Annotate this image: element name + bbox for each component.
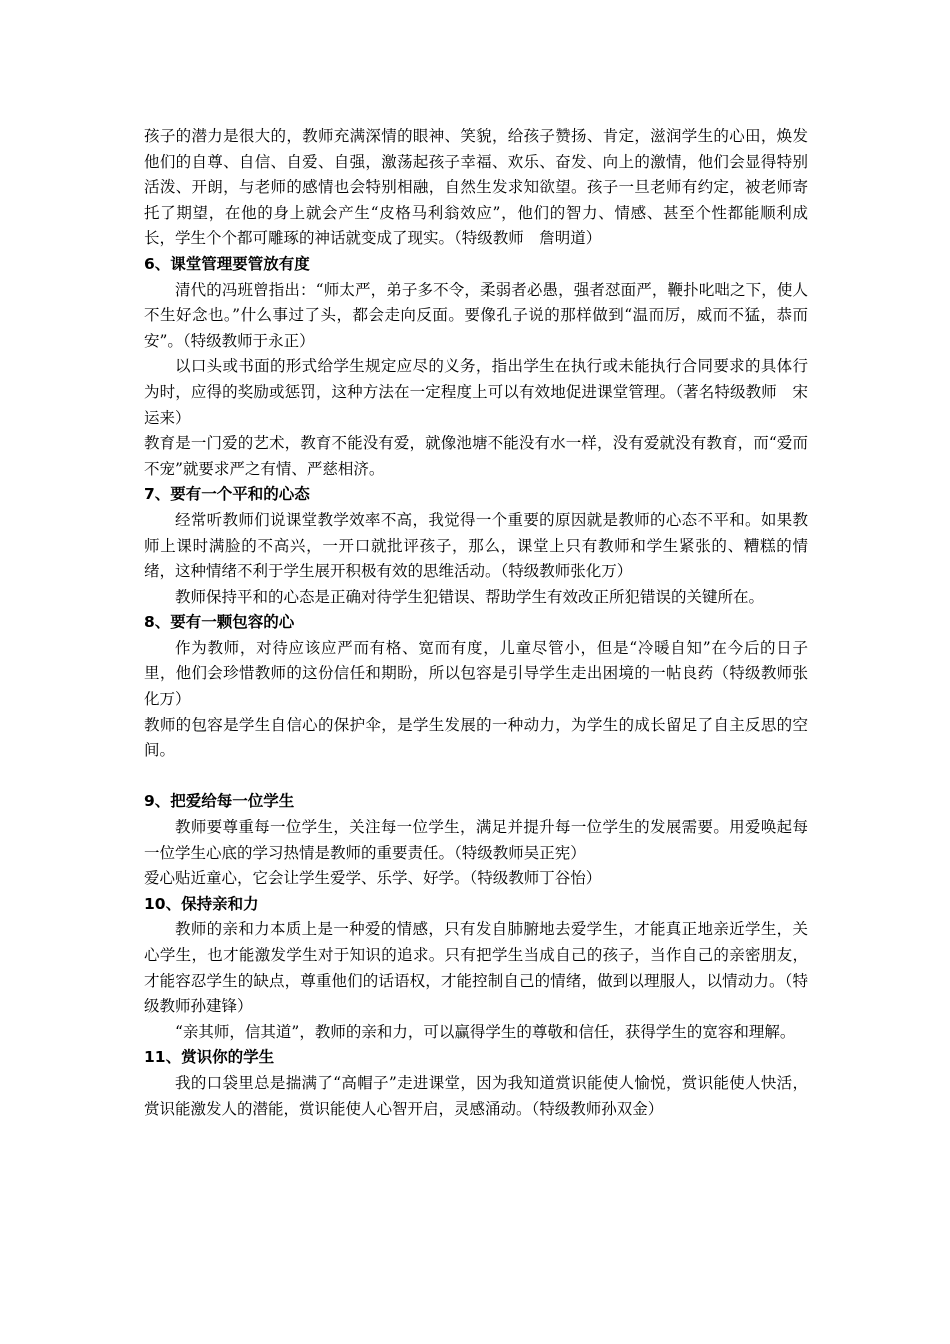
paragraph: “亲其师，信其道”，教师的亲和力，可以赢得学生的尊敬和信任，获得学生的宽容和理解。 [175,1022,796,1041]
document-page [144,124,808,1122]
section-heading: 7、要有一个平和的心态 [144,485,310,504]
paragraph: 孩子的潜力是很大的，教师充满深情的眼神、笑貌，给孩子赞扬、肯定，滋润学生的心田，焕发他们的自尊、自信、自爱、自强，激荡起孩子幸福、欢乐、奋发、向上的激情，他们会显得特别活泼、开朗，与老师的感情也会特别相融，自然生发求知欲望。孩子一旦老师有约定，被老师寄托了期望，在他的身上就会产生“皮格马利翁效应”，他们的智力、情感、甚至个性都能顺利成长，学生个个都可雕琢的神话就变成了现实。（特级教师 詹明道） [144,127,808,248]
paragraph: 教育是一门爱的艺术，教育不能没有爱，就像池塘不能没有水一样，没有爱就没有教育，而“爱而不宠”就要求严之有情、严慈相济。 [144,434,808,478]
paragraph: 教师要尊重每一位学生，关注每一位学生，满足并提升每一位学生的发展需要。用爱唤起每一位学生心底的学习热情是教师的重要责任。（特级教师吴正宪） [144,818,808,862]
paragraph: 我的口袋里总是揣满了“高帽子”走进课堂，因为我知道赏识能使人愉悦，赏识能使人快活，赏识能激发人的潜能，赏识能使人心智开启，灵感涌动。（特级教师孙双金） [144,1073,808,1118]
paragraph: 爱心贴近童心，它会让学生爱学、乐学、好学。（特级教师丁谷怡） [144,869,602,888]
section-heading: 6、课堂管理要管放有度 [144,254,310,273]
paragraph: 教师的亲和力本质上是一种爱的情感，只有发自肺腑地去爱学生，才能真正地亲近学生，关心学生，也才能激发学生对于知识的追求。只有把学生当成自己的孩子，当作自己的亲密朋友，才能容忍学生的缺点，尊重他们的话语权，才能控制自己的情绪，做到以理服人，以情动力。（特级教师孙建锋） [144,920,808,1016]
paragraph: 教师保持平和的心态是正确对待学生犯错误、帮助学生有效改正所犯错误的关键所在。 [175,587,765,606]
section-heading: 9、把爱给每一位学生 [144,792,295,811]
section-heading: 11、赏识你的学生 [144,1048,275,1067]
section-heading: 8、要有一颗包容的心 [144,613,295,632]
paragraph: 以口头或书面的形式给学生规定应尽的义务，指出学生在执行或未能执行合同要求的具体行为时，应得的奖励或惩罚，这种方法在一定程度上可以有效地促进课堂管理。（著名特级教师 宋运来） [144,357,808,427]
paragraph: 教师的包容是学生自信心的保护伞，是学生发展的一种动力，为学生的成长留足了自主反思的空间。 [144,715,808,760]
paragraph: 经常听教师们说课堂教学效率不高，我觉得一个重要的原因就是教师的心态不平和。如果教师上课时满脸的不高兴，一开口就批评孩子，那么，课堂上只有教师和学生紧张的、糟糕的情绪，这种情绪不利于学生展开积极有效的思维活动。（特级教师张化万） [144,510,808,581]
blank-line [144,764,808,790]
paragraph: 作为教师，对待应该应严而有格、宽而有度，儿童尽管小，但是“冷暖自知”在今后的日子里，他们会珍惜教师的这份信任和期盼，所以包容是引导学生走出困境的一帖良药（特级教师张化万） [144,638,808,709]
paragraph: 清代的冯班曾指出：“师太严，弟子多不令，柔弱者必愚，强者怼面严，鞭扑叱咄之下，使人不生好念也。”什么事过了头，都会走向反面。要像孔子说的那样做到“温而厉，威而不猛，恭而安”。（特级教师于永正） [144,280,808,350]
section-heading: 10、保持亲和力 [144,894,259,913]
